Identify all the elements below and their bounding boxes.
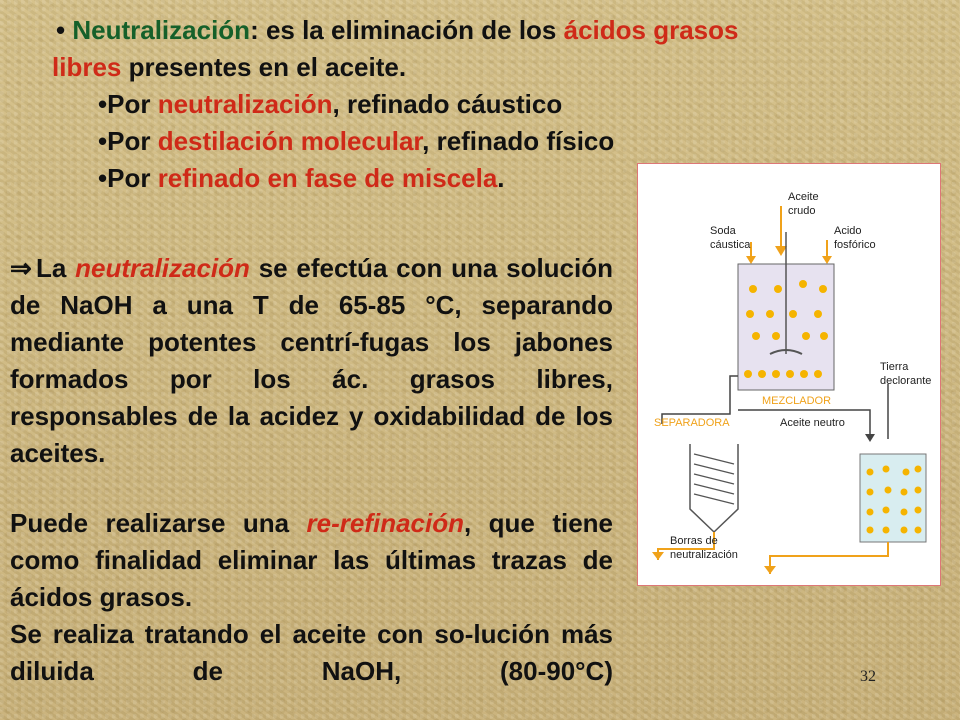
bullet: • bbox=[98, 126, 108, 156]
arrow-down-icon bbox=[775, 246, 787, 256]
page-number: 32 bbox=[860, 668, 876, 685]
para1-term: neutralización bbox=[75, 253, 250, 283]
paragraph-rerefinacion bbox=[10, 505, 613, 690]
refining-diagram bbox=[637, 163, 941, 586]
label-aceite-neutro: Aceite neutro bbox=[780, 417, 845, 429]
arrow-down-icon bbox=[652, 552, 664, 560]
arrow-down-icon bbox=[865, 434, 875, 442]
label-acido: fosfórico bbox=[834, 239, 876, 251]
para2-term: re-refinación bbox=[306, 508, 465, 538]
bullet: • bbox=[56, 15, 66, 45]
para1-start: La bbox=[36, 253, 76, 283]
method-suffix: , refinado físico bbox=[422, 126, 615, 156]
arrow-down-icon bbox=[822, 256, 832, 264]
method-term: refinado en fase de miscela bbox=[157, 163, 498, 193]
paragraph-neutralization bbox=[10, 250, 613, 472]
label-tierra: declorante bbox=[880, 375, 932, 387]
heading-term2-a: ácidos grasos bbox=[563, 15, 739, 45]
heading-line-2 bbox=[52, 49, 912, 86]
heading-line bbox=[52, 12, 912, 49]
para2-start: Puede realizarse una bbox=[10, 508, 307, 538]
para2-line2: Se realiza tratando el aceite con so-lución más diluida de NaOH, (80-90°C) bbox=[10, 619, 613, 686]
method-suffix: . bbox=[497, 163, 505, 193]
label-aceite-crudo: Aceite bbox=[788, 191, 819, 203]
method-term: neutralización bbox=[157, 89, 333, 119]
method-suffix: , refinado cáustico bbox=[332, 89, 563, 119]
label-soda: cáustica bbox=[710, 239, 751, 251]
bullet: • bbox=[98, 89, 108, 119]
method-item bbox=[52, 123, 912, 160]
arrow-down-icon bbox=[764, 566, 776, 574]
implies-arrow-icon: ⇒ bbox=[10, 253, 32, 283]
method-item bbox=[52, 86, 912, 123]
bullet: • bbox=[98, 163, 108, 193]
refining-diagram-svg bbox=[638, 164, 940, 585]
heading-text-b: presentes en el aceite. bbox=[121, 52, 407, 82]
label-acido: Acido bbox=[834, 225, 862, 237]
label-tierra: Tierra bbox=[880, 361, 909, 373]
method-prefix: Por bbox=[107, 89, 158, 119]
label-soda: Soda bbox=[710, 225, 736, 237]
label-aceite-crudo: crudo bbox=[788, 205, 816, 217]
heading-term2-b: libres bbox=[52, 52, 122, 82]
pipe-aceite-blanqueado bbox=[770, 542, 888, 574]
label-mezclador: MEZCLADOR bbox=[762, 395, 832, 407]
arrow-down-icon bbox=[746, 256, 756, 264]
label-borras: Borras de bbox=[670, 535, 718, 547]
heading-term: Neutralización bbox=[72, 15, 251, 45]
heading-text-a: : es la eliminación de los bbox=[250, 15, 564, 45]
label-borras: neutralización bbox=[670, 549, 738, 561]
para2-rest: , que tiene como finalidad eliminar las últimas trazas de ácidos grasos. bbox=[10, 508, 613, 612]
method-prefix: Por bbox=[107, 126, 158, 156]
separator-vessel bbox=[690, 444, 738, 532]
para1-rest: se efectúa con una solución de NaOH a una T de 65-85 °C, separando mediante potentes centrí-fugas los jabones formados por los ác. grasos libres, responsables de la acidez y oxidabilidad de los aceites. bbox=[10, 253, 613, 468]
method-term: destilación molecular bbox=[157, 126, 423, 156]
method-prefix: Por bbox=[107, 163, 158, 193]
label-separadora: SEPARADORA bbox=[654, 417, 730, 429]
